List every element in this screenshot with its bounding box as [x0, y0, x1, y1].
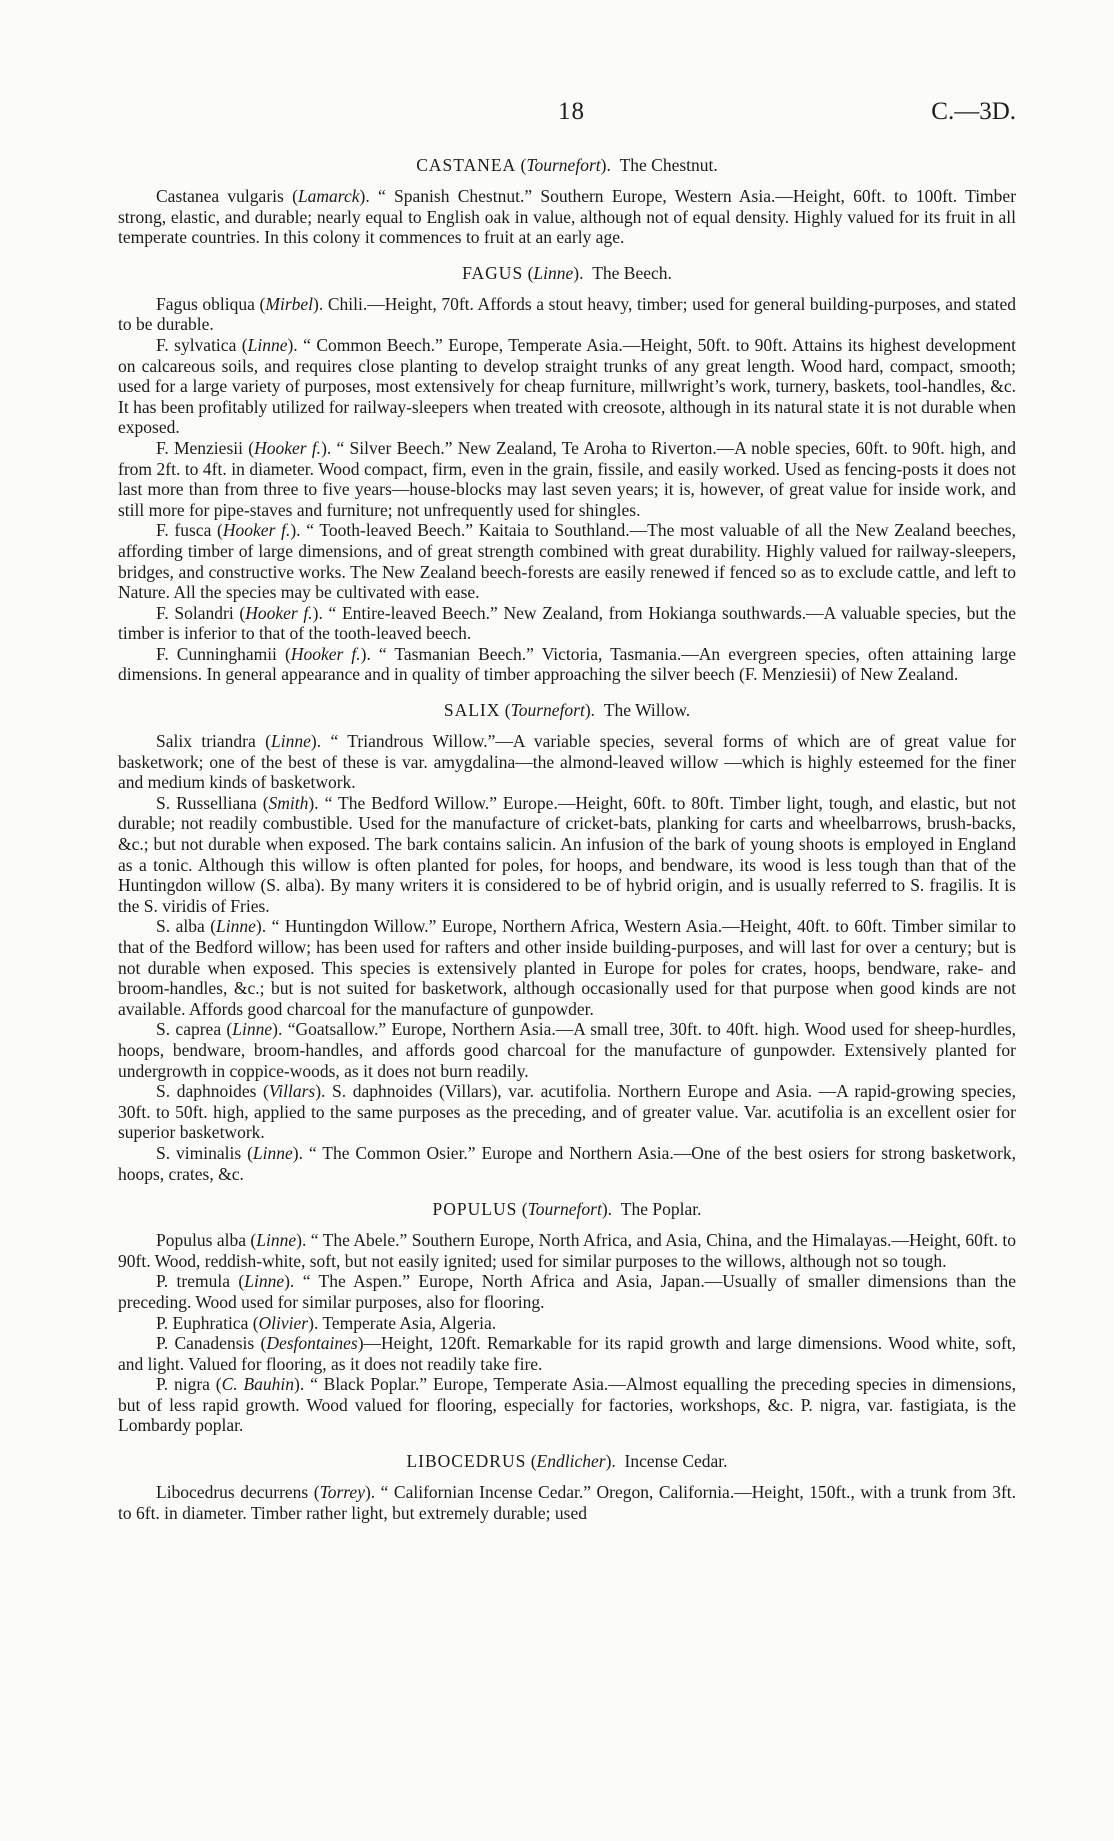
genus-section: [118, 262, 1016, 685]
genus-name: LIBOCEDRUS: [406, 1451, 527, 1472]
genus-name: SALIX: [443, 700, 501, 721]
species-entry: Castanea vulgaris (Lamarck). “ Spanish Chestnut.” Southern Europe, Western Asia.—Height, 60ft. to 100ft. Timber strong, elastic, and durable; nearly equal to English oak in value, although not of equal density. Highly valued for its fruit in all temperate countries. In this colony it commences to fruit at an early age.: [118, 186, 1017, 248]
species-name: Populus alba: [156, 1230, 246, 1251]
species-author: Hooker f.: [245, 602, 313, 623]
species-description: “ The Common Osier.” Europe and Northern Asia.—One of the best osiers for strong basketwork, hoops, crates, &c.: [118, 1142, 1016, 1184]
species-entry: F. Cunninghamii (Hooker f.). “ Tasmanian Beech.” Victoria, Tasmania.—An evergreen species, often attaining large dimensions. In general appearance and in quality of timber approaching the silver beech (F. Menziesii) of New Zealand.: [118, 643, 1016, 685]
species-description: “ Common Beech.” Europe, Temperate Asia.—Height, 50ft. to 90ft. Attains its highest development on calcareous soils, and requires close planting to develop straight trunks of any great length. Wood hard, compact, smooth; used for a large variety of purposes, most extensively for cheap furniture, millwright’s work, turnery, baskets, tool-handles, &c. It has been profitably utilized for railway-sleepers when treated with creosote, although in its natural state it is not durable when exposed.: [118, 334, 1017, 438]
species-description: “ Huntingdon Willow.” Europe, Northern Africa, Western Asia.—Height, 40ft. to 60ft. Timber similar to that of the Bedford willow; has been used for rafters and other inside building-purposes, and will last for over a century; but is not durable when exposed. This species is extensively planted in Europe for poles for crates, hoops, bendware, rake- and broom-handles, &c.; but is not suited for basketwork, although occasionally used for that purpose when good kinds are not available. Affords good charcoal for the manufacture of gunpowder.: [118, 916, 1016, 1019]
species-name: S. caprea: [156, 1019, 222, 1040]
page-reference: C.—3D.: [931, 98, 1016, 125]
species-author: Hooker f.: [254, 437, 322, 458]
species-name: F. Solandri: [156, 602, 234, 623]
species-entry: P. tremula (Linne). “ The Aspen.” Europe, North Africa and Asia, Japan.—Usually of smaller dimensions than the preceding. Wood used for similar purposes, also for flooring.: [118, 1271, 1017, 1312]
genus-name: CASTANEA: [416, 155, 517, 175]
genus-common-name: The Beech.: [592, 262, 672, 283]
species-author: Olivier: [258, 1312, 309, 1333]
species-author: Linne: [252, 1142, 293, 1163]
species-description: “ The Abele.” Southern Europe, North Africa, and Asia, China, and the Himalayas.—Height, 60ft. to 90ft. Wood, reddish-white, soft, but not easily ignited; used for similar purposes to the willows, although not so tough.: [118, 1230, 1016, 1271]
species-name: S. viminalis: [156, 1142, 242, 1163]
genus-heading: POPULUS (Tournefort). The Poplar.: [432, 1199, 702, 1220]
genus-section: [118, 1450, 1016, 1523]
species-author: Linne: [247, 334, 288, 355]
genus-section: [118, 699, 1016, 1184]
species-description: “ Silver Beech.” New Zealand, Te Aroha to Riverton.—A noble species, 60ft. to 90ft. high, and from 2ft. to 4ft. in diameter. Wood compact, firm, even in the grain, fissile, and easily worked. Used as fencing-posts it does not last more than from three to five years—house-blocks may last seven years; it is, however, of great value for inside work, and still more for pipe-staves and furniture; not unfrequently used for shingles.: [118, 437, 1016, 520]
species-description: “ Entire-leaved Beech.” New Zealand, from Hokianga southwards.—A valuable species, but the timber is inferior to that of the tooth-leaved beech.: [118, 602, 1016, 644]
species-description: “Goatsallow.” Europe, Northern Asia.—A small tree, 30ft. to 40ft. high. Wood used for sheep-hurdles, hoops, bendware, broom-handles, and affords good charcoal for the manufacture of gunpowder. Extensively planted for undergrowth in coppice-woods, as it does not burn readily.: [118, 1019, 1017, 1081]
species-entry: S. viminalis (Linne). “ The Common Osier.” Europe and Northern Asia.—One of the best osiers for strong basketwork, hoops, crates, &c.: [118, 1142, 1016, 1184]
genus-name: FAGUS: [462, 262, 524, 283]
species-description: S. daphnoides (Villars), var. acutifolia. Northern Europe and Asia. —A rapid-growing species, 30ft. to 50ft. high, applied to the same purposes as the preceding, and of greater value. Var. acutifolia is an excellent osier for superior basketwork.: [118, 1081, 1016, 1143]
species-entry: F. Menziesii (Hooker f.). “ Silver Beech.” New Zealand, Te Aroha to Riverton.—A noble species, 60ft. to 90ft. high, and from 2ft. to 4ft. in diameter. Wood compact, firm, even in the grain, fissile, and easily worked. Used as fencing-posts it does not last more than from three to five years—house-blocks may last seven years; it is, however, of great value for inside work, and still more for pipe-staves and furniture; not unfrequently used for shingles.: [118, 437, 1016, 520]
species-author: Linne: [232, 1019, 273, 1040]
species-name: S. alba: [156, 916, 205, 937]
species-author: Hooker f.: [290, 643, 361, 664]
species-author: Lamarck: [297, 186, 360, 206]
species-description: “ The Aspen.” Europe, North Africa and Asia, Japan.—Usually of smaller dimensions than the preceding. Wood used for similar purposes, also for flooring.: [118, 1271, 1017, 1312]
species-description: “ Spanish Chestnut.” Southern Europe, Western Asia.—Height, 60ft. to 100ft. Timber strong, elastic, and durable; nearly equal to English oak in value, although not of equal density. Highly valued for its fruit in all temperate countries. In this colony it commences to fruit at an early age.: [118, 186, 1017, 248]
species-author: Smith: [268, 792, 309, 813]
genus-heading: CASTANEA (Tournefort). The Chestnut.: [416, 155, 718, 175]
species-name: F. Cunninghamii: [156, 643, 277, 664]
genus-section: [118, 1198, 1016, 1436]
genus-name: POPULUS: [432, 1199, 518, 1220]
genus-section: [118, 154, 1016, 248]
species-entry: F. sylvatica (Linne). “ Common Beech.” Europe, Temperate Asia.—Height, 50ft. to 90ft. Attains its highest development on calcareous soils, and requires close planting to develop straight trunks of any great length. Wood hard, compact, smooth; used for a large variety of purposes, most extensively for cheap furniture, millwright’s work, turnery, baskets, tool-handles, &c. It has been profitably utilized for railway-sleepers when treated with creosote, although in its natural state it is not durable when exposed.: [118, 334, 1017, 438]
species-entry: Salix triandra (Linne). “ Triandrous Willow.”—A variable species, several forms of which are of great value for basketwork; one of the best of these is var. amygdalina—the almond-leaved willow —which is highly esteemed for the finer and medium kinds of basketwork.: [118, 731, 1016, 793]
species-entry: S. alba (Linne). “ Huntingdon Willow.” Europe, Northern Africa, Western Asia.—Height, 40ft. to 60ft. Timber similar to that of the Bedford willow; has been used for rafters and other inside building-purposes, and will last for over a century; but is not durable when exposed. This species is extensively planted in Europe for poles for crates, hoops, bendware, rake- and broom-handles, &c.; but is not suited for basketwork, although occasionally used for that purpose when good kinds are not available. Affords good charcoal for the manufacture of gunpowder.: [118, 916, 1016, 1019]
species-description: “ Tasmanian Beech.” Victoria, Tasmania.—An evergreen species, often attaining large dimensions. In general appearance and in quality of timber approaching the silver beech (F. Menziesii) of New Zealand.: [118, 643, 1016, 685]
page-number: 18: [558, 98, 585, 125]
genus-authority: Tournefort: [527, 1199, 602, 1220]
species-author: Villars: [268, 1081, 316, 1102]
species-author: Linne: [216, 916, 256, 937]
species-entry: P. nigra (C. Bauhin). “ Black Poplar.” Europe, Temperate Asia.—Almost equalling the preceding species in dimensions, but of less rapid growth. Wood valued for flooring, especially for factories, workshops, &c. P. nigra, var. fastigiata, is the Lombardy poplar.: [118, 1374, 1016, 1436]
page-body: [118, 154, 1016, 1523]
species-name: F. sylvatica: [156, 334, 237, 355]
species-name: Salix triandra: [156, 731, 256, 752]
species-author: Linne: [244, 1271, 285, 1292]
species-name: P. tremula: [156, 1271, 231, 1292]
species-description: Chili.—Height, 70ft. Affords a stout heavy, timber; used for general building-purposes, and stated to be durable.: [118, 293, 1017, 335]
species-author: Linne: [256, 1230, 297, 1251]
species-description: “ Black Poplar.” Europe, Temperate Asia.—Almost equalling the preceding species in dimensions, but of less rapid growth. Wood valued for flooring, especially for factories, workshops, &c. P. nigra, var. fastigiata, is the Lombardy poplar.: [118, 1374, 1016, 1436]
genus-common-name: The Chestnut.: [619, 155, 718, 175]
genus-authority: Tournefort: [510, 700, 585, 721]
genus-authority: Linne: [533, 262, 574, 283]
species-entry: P. Canadensis (Desfontaines)—Height, 120ft. Remarkable for its rapid growth and large dimensions. Wood white, soft, and light. Valued for flooring, as it does not readily take fire.: [118, 1333, 1017, 1374]
species-name: Fagus obliqua: [156, 293, 255, 314]
species-description: —Height, 120ft. Remarkable for its rapid growth and large dimensions. Wood white, soft, and light. Valued for flooring, as it does not readily take fire.: [118, 1333, 1017, 1374]
species-name: F. fusca: [156, 520, 212, 541]
species-entry: S. daphnoides (Villars). S. daphnoides (Villars), var. acutifolia. Northern Europe and Asia. —A rapid-growing species, 30ft. to 50ft. high, applied to the same purposes as the preceding, and of greater value. Var. acutifolia is an excellent osier for superior basketwork.: [118, 1081, 1016, 1143]
species-name: Castanea vulgaris: [156, 186, 284, 206]
species-name: Libocedrus decurrens: [156, 1482, 309, 1503]
species-name: P. nigra: [156, 1374, 210, 1395]
species-name: P. Euphratica: [156, 1312, 249, 1333]
species-entry: F. Solandri (Hooker f.). “ Entire-leaved Beech.” New Zealand, from Hokianga southwards.—A valuable species, but the timber is inferior to that of the tooth-leaved beech.: [118, 602, 1016, 644]
species-name: S. Russelliana: [156, 792, 257, 813]
species-entry: P. Euphratica (Olivier). Temperate Asia, Algeria.: [156, 1312, 497, 1333]
species-entry: Libocedrus decurrens (Torrey). “ Californian Incense Cedar.” Oregon, California.—Height, 150ft., with a trunk from 3ft. to 6ft. in diameter. Timber rather light, but extremely durable; used: [118, 1482, 1017, 1523]
species-name: P. Canadensis: [156, 1333, 255, 1354]
genus-heading: SALIX (Tournefort). The Willow.: [443, 700, 691, 721]
genus-heading: LIBOCEDRUS (Endlicher). Incense Cedar.: [406, 1451, 728, 1472]
species-entry: F. fusca (Hooker f.). “ Tooth-leaved Beech.” Kaitaia to Southland.—The most valuable of all the New Zealand beeches, affording timber of large dimensions, and of great strength combined with great durability. Highly valued for railway-sleepers, bridges, and constructive works. The New Zealand beech-forests are easily renewed if fenced so as to exclude cattle, and left to Nature. All the species may be cultivated with ease.: [118, 520, 1016, 603]
genus-heading: FAGUS (Linne). The Beech.: [462, 262, 672, 283]
species-name: F. Menziesii: [156, 437, 243, 458]
genus-common-name: The Willow.: [603, 700, 691, 721]
species-author: C. Bauhin: [221, 1374, 295, 1395]
species-description: “ The Bedford Willow.” Europe.—Height, 60ft. to 80ft. Timber light, tough, and elastic, but not durable; not readily combustible. Used for the manufacture of cricket-bats, planking for carts and wheelbarrows, brush-backs, &c.; but not durable when exposed. The bark contains salicin. An infusion of the bark of young shoots is employed in England as a tonic. Although this willow is often planted for poles, for hoops, and bendware, its wood is less tough than that of the Huntingdon willow (S. alba). By many writers it is considered to be of hybrid origin, and is usually referred to S. fragilis. It is the S. viridis of Fries.: [118, 792, 1017, 916]
species-entry: S. caprea (Linne). “Goatsallow.” Europe, Northern Asia.—A small tree, 30ft. to 40ft. high. Wood used for sheep-hurdles, hoops, bendware, broom-handles, and affords good charcoal for the manufacture of gunpowder. Extensively planted for undergrowth in coppice-woods, as it does not burn readily.: [118, 1019, 1017, 1081]
species-author: Desfontaines: [266, 1333, 358, 1354]
species-description: “ Triandrous Willow.”—A variable species, several forms of which are of great value for basketwork; one of the best of these is var. amygdalina—the almond-leaved willow —which is highly esteemed for the finer and medium kinds of basketwork.: [118, 731, 1016, 793]
species-entry: Populus alba (Linne). “ The Abele.” Southern Europe, North Africa, and Asia, China, and the Himalayas.—Height, 60ft. to 90ft. Wood, reddish-white, soft, but not easily ignited; used for similar purposes to the willows, although not so tough.: [118, 1230, 1016, 1271]
species-author: Mirbel: [265, 293, 314, 314]
genus-common-name: The Poplar.: [620, 1199, 702, 1220]
genus-authority: Endlicher: [536, 1451, 606, 1472]
species-name: S. daphnoides: [156, 1081, 257, 1102]
species-author: Torrey: [319, 1482, 365, 1503]
species-entry: S. Russelliana (Smith). “ The Bedford Willow.” Europe.—Height, 60ft. to 80ft. Timber light, tough, and elastic, but not durable; not readily combustible. Used for the manufacture of cricket-bats, planking for carts and wheelbarrows, brush-backs, &c.; but not durable when exposed. The bark contains salicin. An infusion of the bark of young shoots is employed in England as a tonic. Although this willow is often planted for poles, for hoops, and bendware, its wood is less tough than that of the Huntingdon willow (S. alba). By many writers it is considered to be of hybrid origin, and is usually referred to S. fragilis. It is the S. viridis of Fries.: [118, 792, 1017, 916]
page-header: [118, 0, 1016, 140]
species-description: “ Californian Incense Cedar.” Oregon, California.—Height, 150ft., with a trunk from 3ft. to 6ft. in diameter. Timber rather light, but extremely durable; used: [118, 1482, 1017, 1523]
genus-authority: Tournefort: [526, 155, 601, 175]
species-author: Linne: [271, 731, 311, 752]
genus-common-name: Incense Cedar.: [624, 1451, 728, 1472]
species-description: Temperate Asia, Algeria.: [322, 1312, 497, 1333]
species-description: “ Tooth-leaved Beech.” Kaitaia to Southland.—The most valuable of all the New Zealand beeches, affording timber of large dimensions, and of great strength combined with great durability. Highly valued for railway-sleepers, bridges, and constructive works. The New Zealand beech-forests are easily renewed if fenced so as to exclude cattle, and left to Nature. All the species may be cultivated with ease.: [118, 520, 1016, 603]
species-author: Hooker f.: [222, 520, 291, 541]
species-entry: Fagus obliqua (Mirbel). Chili.—Height, 70ft. Affords a stout heavy, timber; used for general building-purposes, and stated to be durable.: [118, 293, 1017, 335]
